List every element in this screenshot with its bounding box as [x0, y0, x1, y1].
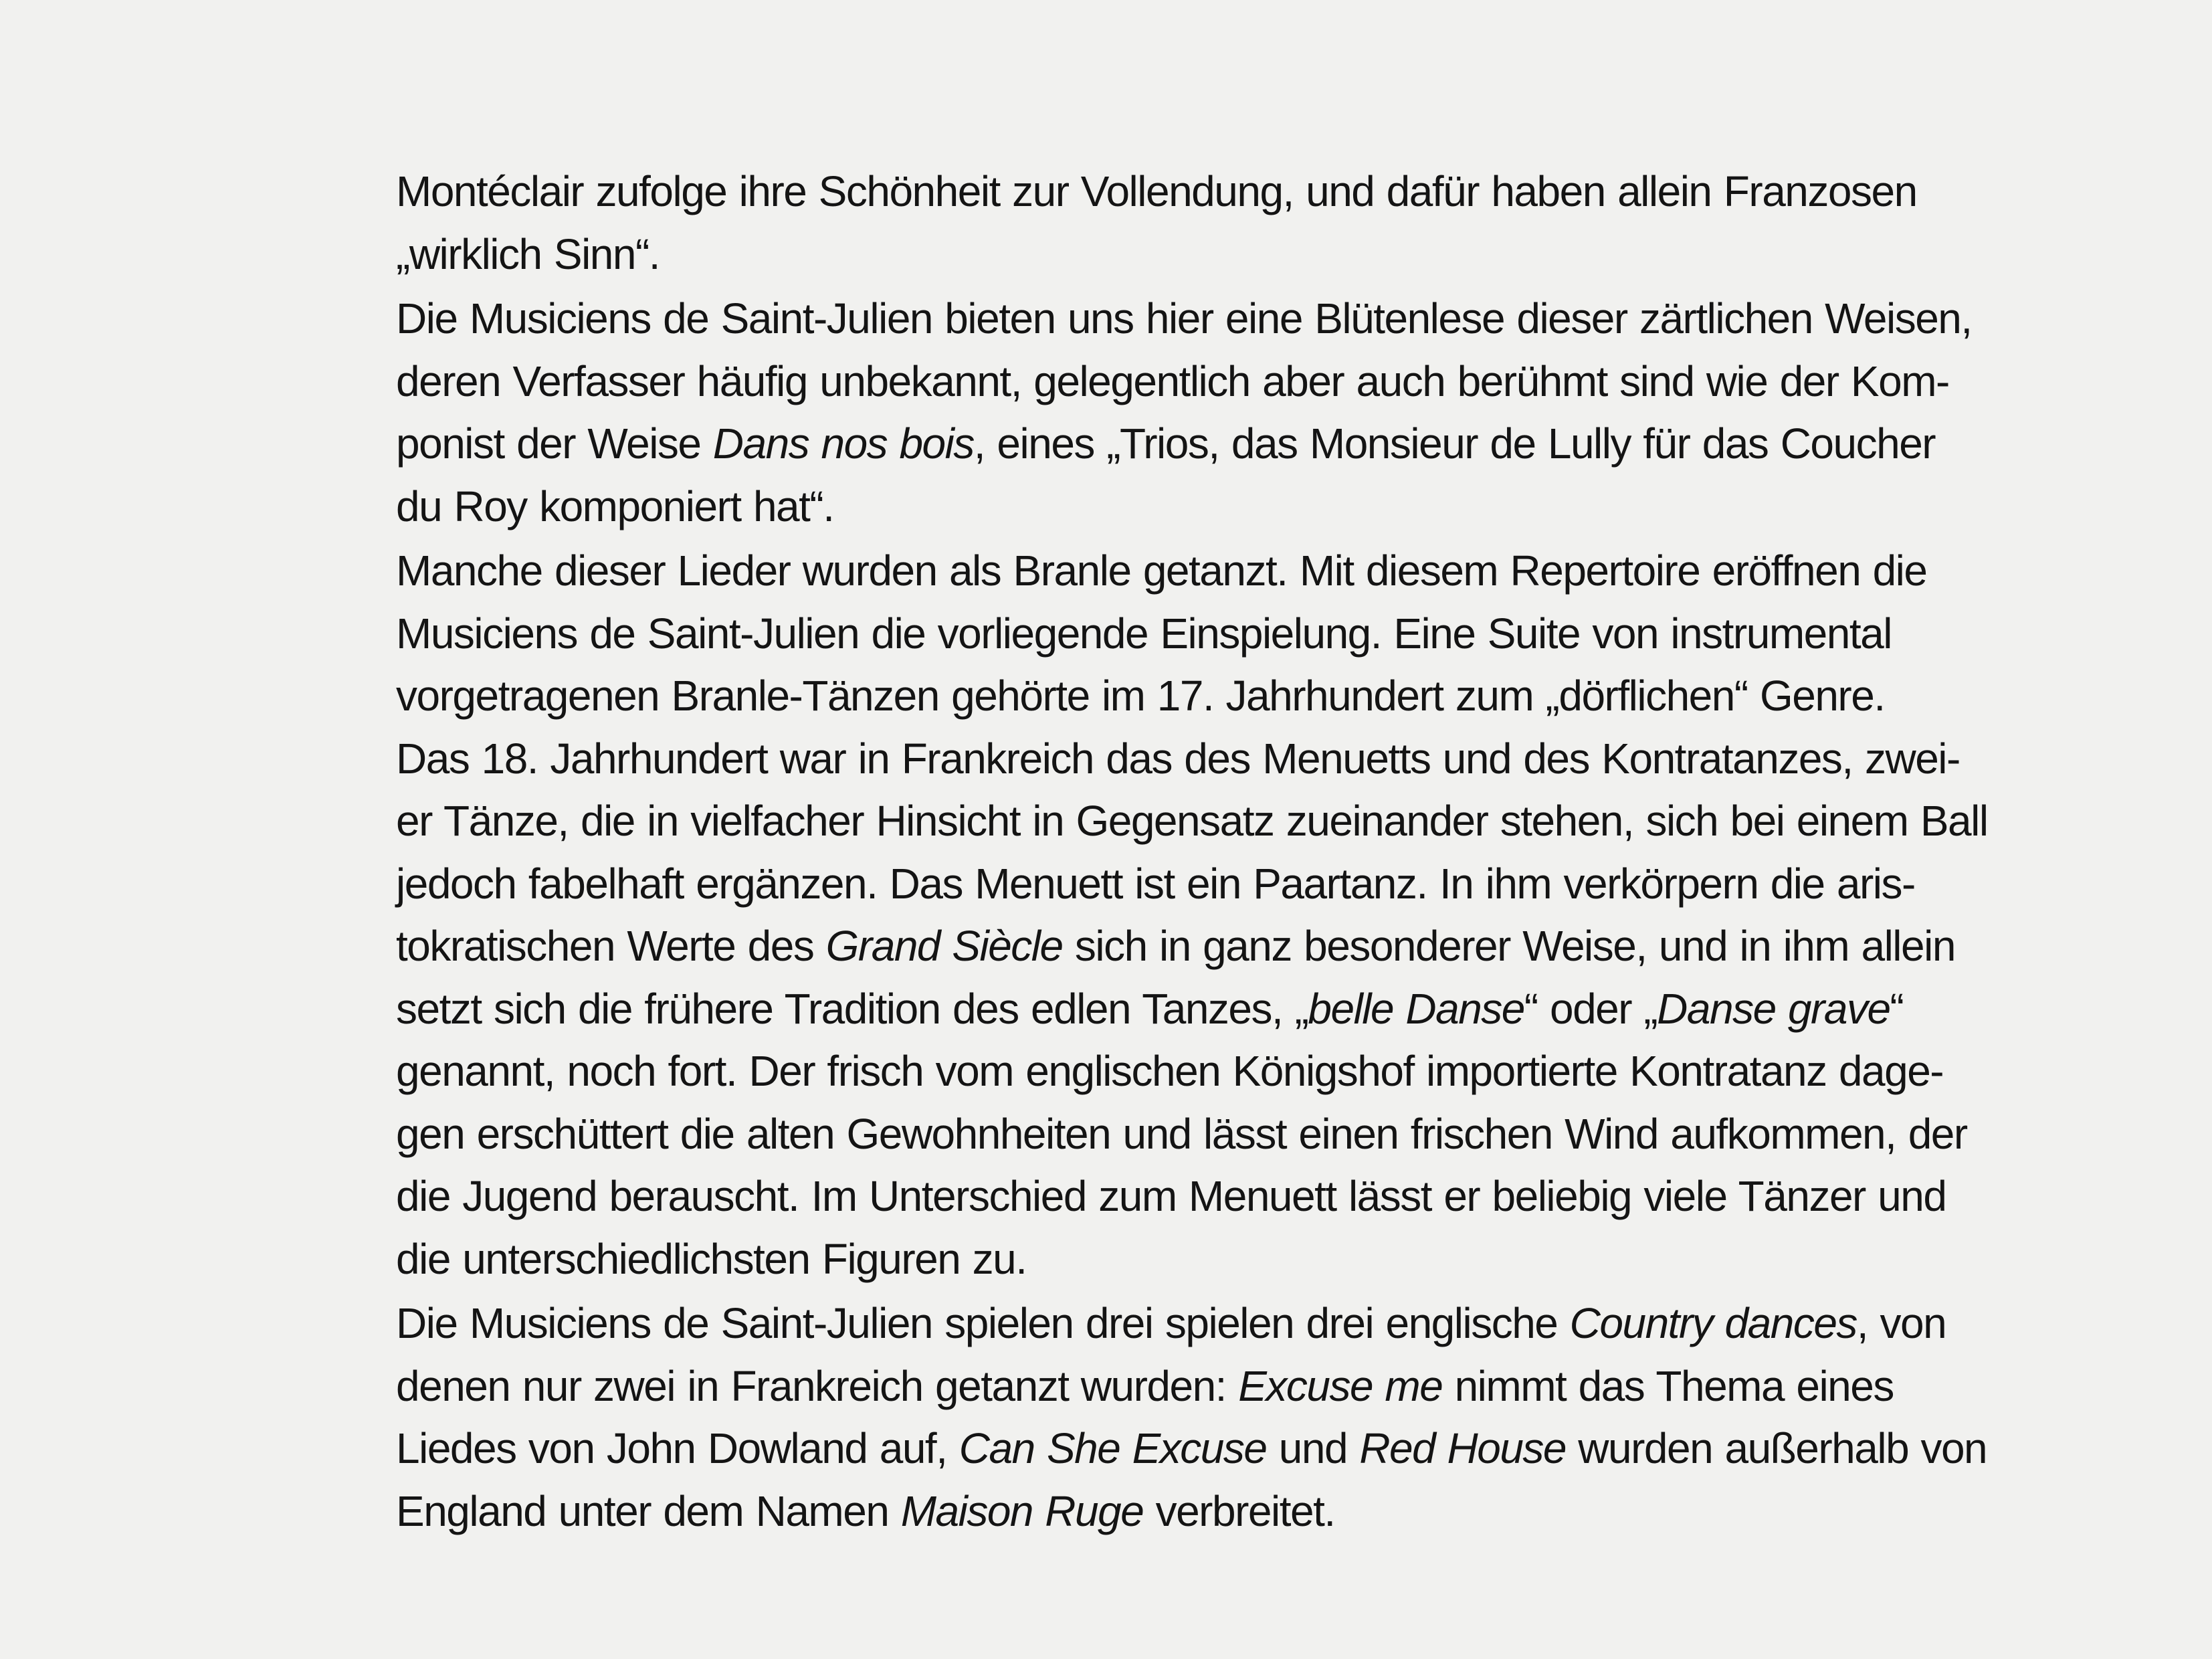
italic-title: Country dances	[1569, 1299, 1857, 1347]
text-run: jedoch fabelhaft ergänzen. Das Menuett ist ein Paartanz. In ihm verkörpern die aris-	[396, 859, 1915, 908]
text-line	[396, 978, 1904, 1041]
text-line	[396, 603, 1892, 666]
text-line	[396, 665, 1885, 728]
text-run: „wirklich Sinn“.	[396, 229, 660, 278]
text-run: Manche dieser Lieder wurden als Branle getanzt. Mit diesem Repertoire eröffnen die	[396, 547, 1927, 595]
text-run: gen erschüttert die alten Gewohnheiten und lässt einen frischen Wind aufkommen, der	[396, 1109, 1967, 1158]
text-run: genannt, noch fort. Der frisch vom englischen Königshof importierte Kontratanz dage-	[396, 1047, 1944, 1095]
text-run: denen nur zwei in Frankreich getanzt wurden:	[396, 1361, 1239, 1410]
text-run: du Roy komponiert hat“.	[396, 482, 834, 530]
text-line	[396, 1040, 1944, 1103]
text-line	[396, 915, 1955, 978]
text-run: sich in ganz besonderer Weise, und in ihm allein	[1062, 922, 1955, 970]
text-run: setzt sich die frühere Tradition des edlen Tanzes, „	[396, 984, 1308, 1033]
text-line	[396, 540, 1927, 603]
text-run: Die Musiciens de Saint-Julien bieten uns hier eine Blütenlese dieser zärtlichen Weisen,	[396, 294, 1972, 343]
text-line	[396, 853, 1915, 916]
text-run: deren Verfasser häufig unbekannt, gelegentlich aber auch berühmt sind wie der Kom-	[396, 357, 1949, 405]
text-run: ponist der Weise	[396, 419, 713, 468]
text-run: die unterschiedlichsten Figuren zu.	[396, 1234, 1027, 1283]
body-text	[396, 161, 1988, 1545]
text-line	[396, 728, 1960, 791]
text-line	[396, 223, 1876, 286]
text-run: Das 18. Jahrhundert war in Frankreich das des Menuetts und des Kontratanzes, zwei-	[396, 734, 1960, 783]
text-line	[396, 790, 1988, 853]
text-run: Montéclair zufolge ihre Schönheit zur Vollendung, und dafür haben allein Franzosen	[396, 167, 1917, 215]
text-run: , von	[1856, 1299, 1946, 1347]
paragraph	[396, 161, 1917, 286]
italic-title: Danse grave	[1657, 984, 1890, 1033]
text-run: die Jugend berauscht. Im Unterschied zum Menuett lässt er beliebig viele Tänzer und	[396, 1172, 1946, 1220]
italic-title: Dans nos bois	[712, 419, 974, 468]
text-run: verbreitet.	[1143, 1486, 1335, 1535]
text-run: und	[1266, 1424, 1360, 1472]
text-line	[396, 413, 1936, 476]
paragraph	[396, 540, 1988, 1290]
text-line	[396, 288, 1972, 351]
text-run: Liedes von John Dowland auf,	[396, 1424, 959, 1472]
text-line	[396, 1228, 1876, 1291]
text-line	[396, 1355, 1894, 1418]
text-run: , eines „Trios, das Monsieur de Lully für das Coucher	[973, 419, 1936, 468]
text-line	[396, 161, 1917, 223]
text-run: er Tänze, die in vielfacher Hinsicht in Gegensatz zueinander stehen, sich bei einem Ball	[396, 797, 1988, 845]
text-line	[396, 351, 1949, 413]
text-run: England unter dem Namen	[396, 1486, 901, 1535]
text-run: nimmt das Thema eines	[1442, 1361, 1894, 1410]
text-run: wurden außerhalb von	[1566, 1424, 1987, 1472]
italic-title: Excuse me	[1238, 1361, 1443, 1410]
paragraph	[396, 1292, 1987, 1543]
text-run: Die Musiciens de Saint-Julien spielen drei spielen drei englische	[396, 1299, 1570, 1347]
paragraph	[396, 288, 1972, 538]
italic-title: Red House	[1359, 1424, 1566, 1472]
text-line	[396, 1418, 1987, 1480]
text-line	[396, 476, 1876, 539]
text-line	[396, 1103, 1967, 1166]
text-run: “ oder „	[1524, 984, 1657, 1033]
text-line	[396, 1480, 1876, 1543]
text-run: “	[1890, 984, 1904, 1033]
text-line	[396, 1292, 1946, 1355]
text-line	[396, 1165, 1946, 1228]
text-run: Musiciens de Saint-Julien die vorliegende Einspielung. Eine Suite von instrumental	[396, 609, 1892, 658]
italic-title: Can She Excuse	[959, 1424, 1267, 1472]
italic-title: Maison Ruge	[900, 1486, 1144, 1535]
text-run: vorgetragenen Branle-Tänzen gehörte im 17. Jahrhundert zum „dörflichen“ Genre.	[396, 672, 1885, 720]
italic-title: Grand Siècle	[825, 922, 1063, 970]
italic-title: belle Danse	[1308, 984, 1524, 1033]
text-run: tokratischen Werte des	[396, 922, 826, 970]
